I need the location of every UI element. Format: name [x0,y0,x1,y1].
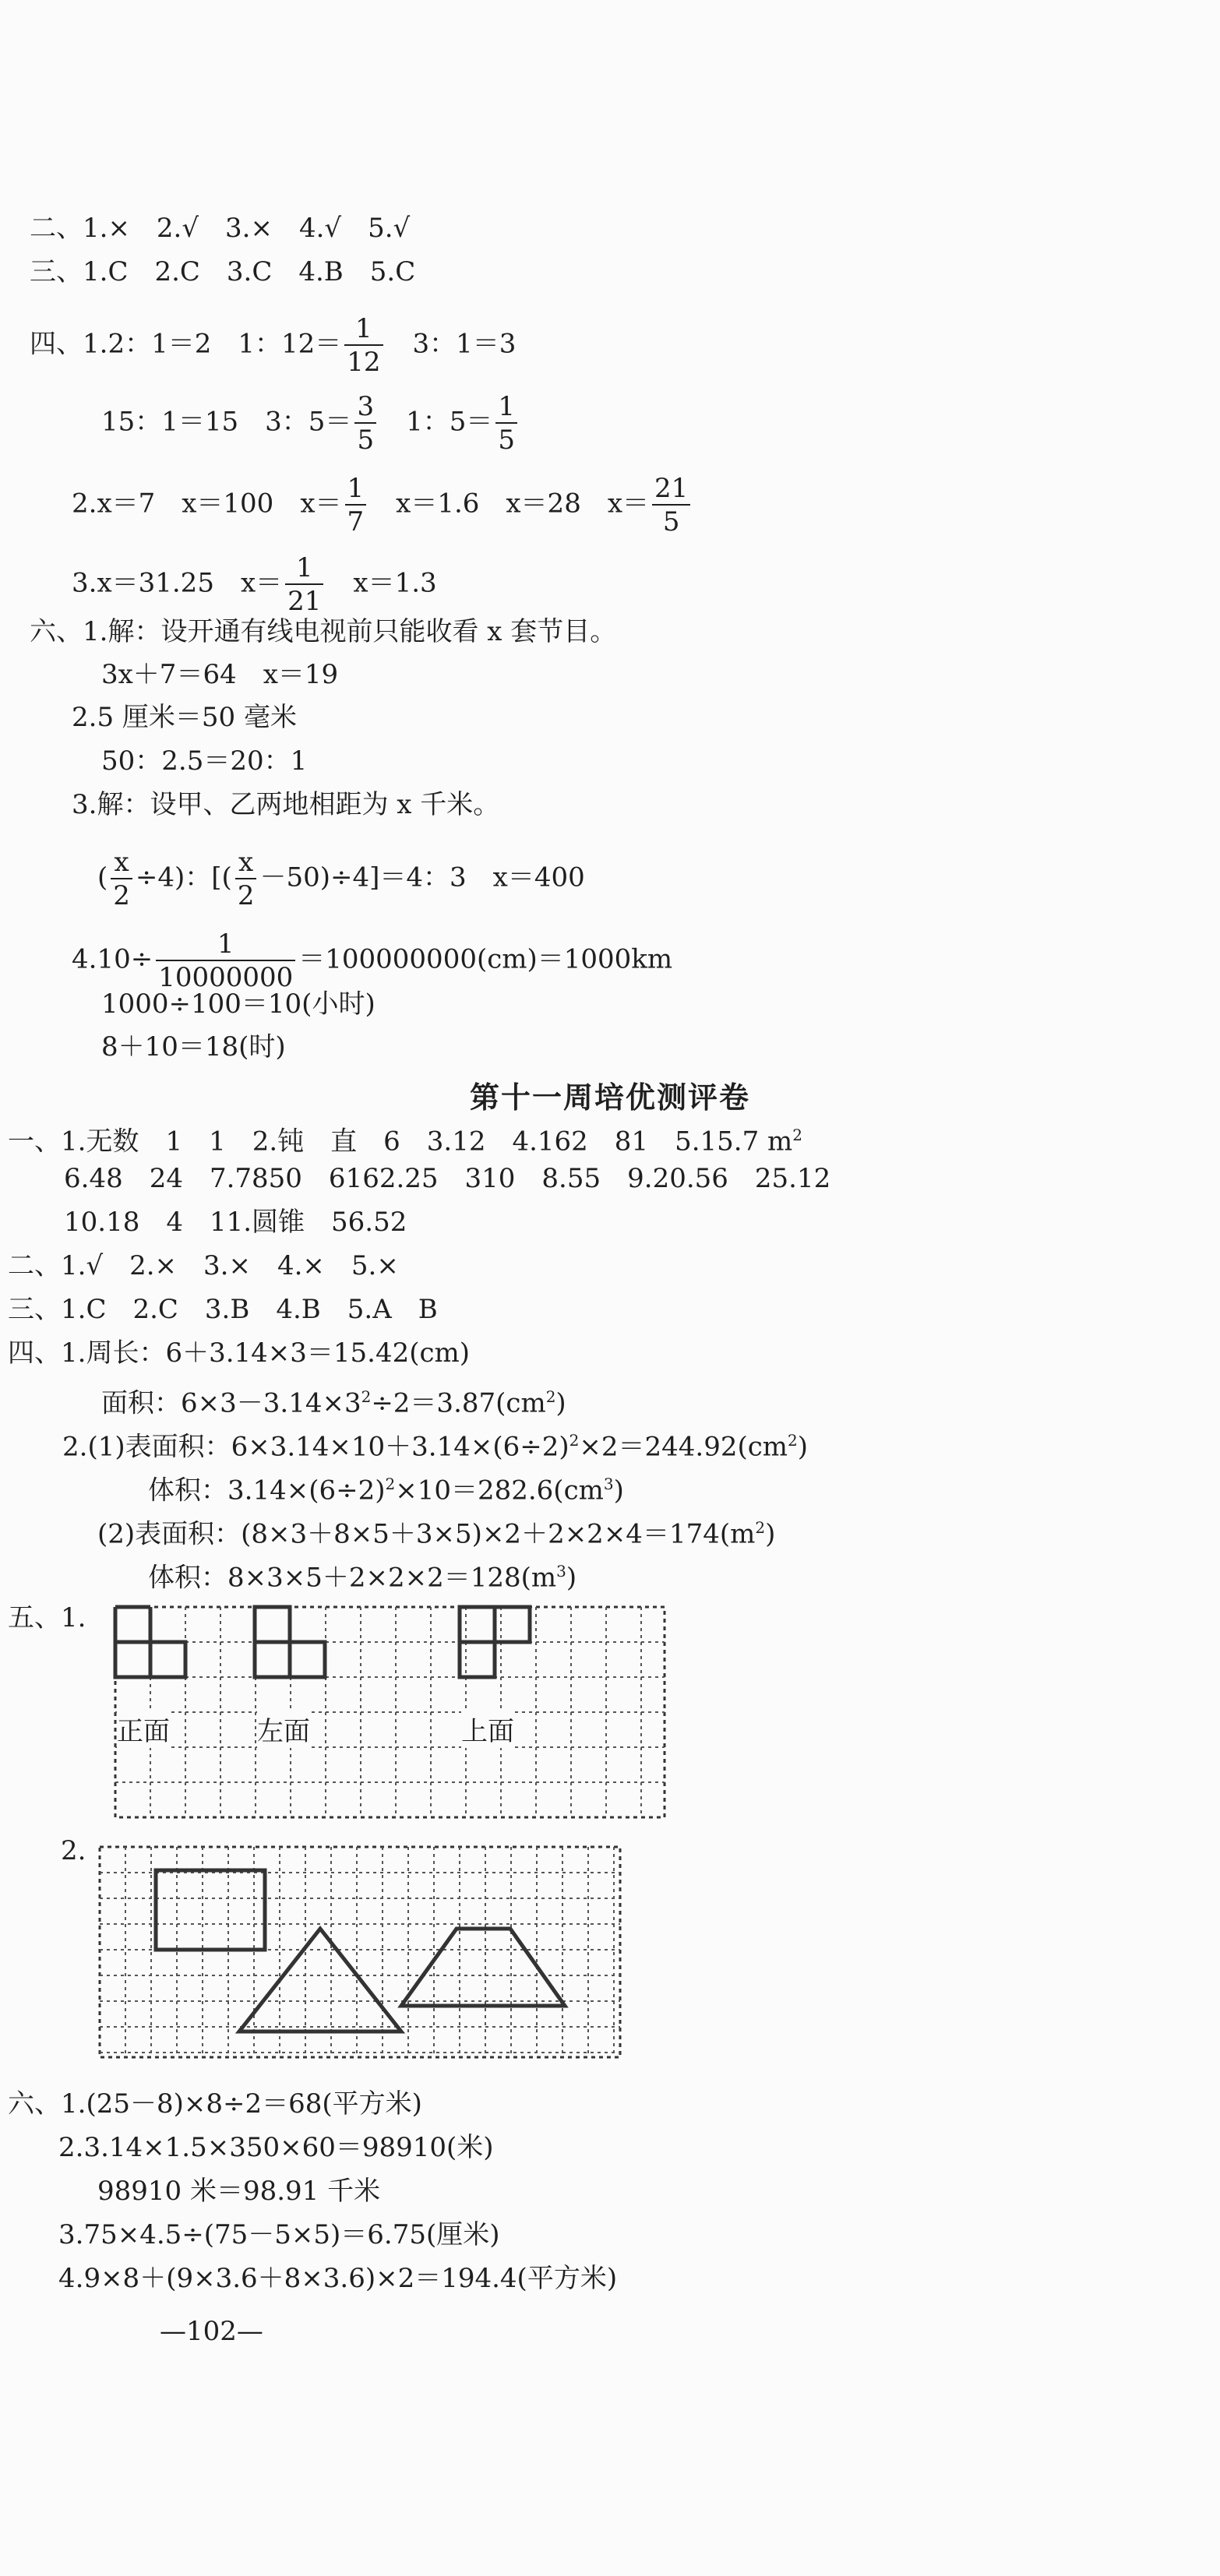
fraction: $\frac{1}{21}$ [285,555,323,615]
answer-liu-4: 4.9×8＋(9×3.6＋8×3.6)×2＝194.4(平方米) [58,2263,618,2294]
answer-wu-2: 2. [61,1835,86,1866]
answer-san: 三、1.C 2.C 3.B 4.B 5.A B [8,1294,438,1325]
answer-liu-4d: 8＋10＝18(时) [101,1031,286,1062]
answer-liu-4c: 1000÷100＝10(小时) [101,988,376,1020]
fraction: $\frac{1}{12}$ [344,315,383,375]
answer-si-1: 四、1.周长：6＋3.14×3＝15.42(cm) [8,1337,471,1369]
front-view-shape [115,1607,185,1677]
answer-liu-3b: ( $\frac{x}{2}$ ÷4)：[( $\frac{x}{2}$ －50)÷4]＝4：3 x＝400 [97,847,585,911]
top-view-label: 上面 [461,1710,514,1748]
section-title: 第十一周培优测评卷 [469,1080,750,1115]
grid-lines [115,1607,665,1817]
page-number: —102— [160,2316,263,2347]
answer-er: 二、1.× 2.√ 3.× 4.√ 5.√ [30,213,411,244]
answer-yi-2: 6.48 24 7.7850 6162.25 310 8.55 9.20.56 25.12 [64,1163,831,1194]
answer-san: 三、1.C 2.C 3.C 4.B 5.C [30,256,416,287]
fraction: $\frac{x}{2}$ [111,849,132,909]
shapes-grid [97,1845,623,2061]
dotted-grid [100,1847,620,2057]
fraction: $\frac{1}{10000000}$ [156,931,295,991]
grid-lines [100,1847,620,2057]
answer-liu-1b: 3x＋7＝64 x＝19 [101,659,339,690]
answer-liu-1: 六、1.(25－8)×8÷2＝68(平方米) [8,2088,422,2120]
front-view-label: 正面 [117,1710,170,1748]
answer-liu-1: 六、1.解：设开通有线电视前只能收看 x 套节目。 [30,616,617,647]
fraction: $\frac{x}{2}$ [235,849,257,909]
top-view-shape [460,1607,530,1677]
left-view-shape [255,1607,325,1677]
answer-liu-2b: 98910 米＝98.91 千米 [97,2176,381,2207]
answer-si-2: 2.x＝7 x＝100 x＝ $\frac{1}{7}$ x＝1.6 x＝28 x＝ $\frac{21}{5}$ [72,475,693,535]
trapezoid-shape [401,1929,565,2006]
answer-si-2-volume: 体积：$3.14\times(6\div 2)^2\times 10=282.6(cm^3)$ [148,1475,624,1506]
answer-si-1b: 面积：$6\times 3-3.14\times 3^2\div 2=3.87(cm^2)$ [101,1387,566,1419]
fraction: $\frac{3}{5}$ [354,393,376,453]
fraction: $\frac{21}{5}$ [652,475,690,535]
answer-liu-3: 3.解：设甲、乙两地相距为 x 千米。 [72,789,500,820]
answer-er: 二、1.√ 2.× 3.× 4.× 5.× [8,1250,399,1281]
answer-si-2-surface: 2.(1)表面积：$6\times 3.14\times 10+3.14\times(6\div 2)^2\times 2=244.92(cm^2)$ [62,1431,809,1463]
answer-liu-4: 4.10÷ $\frac{1}{10000000}$ ＝100000000(cm)＝1000km [72,929,673,993]
views-grid [113,1605,670,1821]
fraction: $\frac{1}{7}$ [345,475,367,535]
answer-yi-3: 10.18 4 11.圆锥 56.52 [64,1207,407,1238]
left-view-label: 左面 [257,1710,310,1748]
answer-liu-2: 2.5 厘米＝50 毫米 [72,702,297,733]
answer-si-1-cont: 15：1＝15 3：5＝ $\frac{3}{5}$ 1：5＝ $\frac{1}{5}$ [101,393,520,453]
fraction: $\frac{1}{5}$ [495,393,517,453]
answer-si-1: 四、1.2：1＝2 1：12＝ $\frac{1}{12}$ 3：1＝3 [30,313,517,378]
answer-wu-1: 五、1. [8,1602,86,1633]
answer-liu-3: 3.75×4.5÷(75－5×5)＝6.75(厘米) [58,2219,500,2250]
answer-si-2-2-volume: 体积：$8\times 3\times 5+2\times 2\times 2=128(m^3)$ [148,1562,577,1594]
answer-yi-1: 一、1.无数 1 1 2.钝 直 6 3.12 4.162 81 5.15.7 $m^2$ [8,1126,802,1158]
answer-si-2-2-surface: (2)表面积：$(8\times 3+8\times 5+3\times 5)\times 2+2\times 2\times 4=174(m^2)$ [97,1518,776,1550]
rectangle-shape [156,1870,265,1950]
answer-si-3: 3.x＝31.25 x＝ $\frac{1}{21}$ x＝1.3 [72,552,437,617]
answer-liu-2b: 50：2.5＝20：1 [101,745,308,777]
answer-liu-2: 2.3.14×1.5×350×60＝98910(米) [58,2132,494,2163]
